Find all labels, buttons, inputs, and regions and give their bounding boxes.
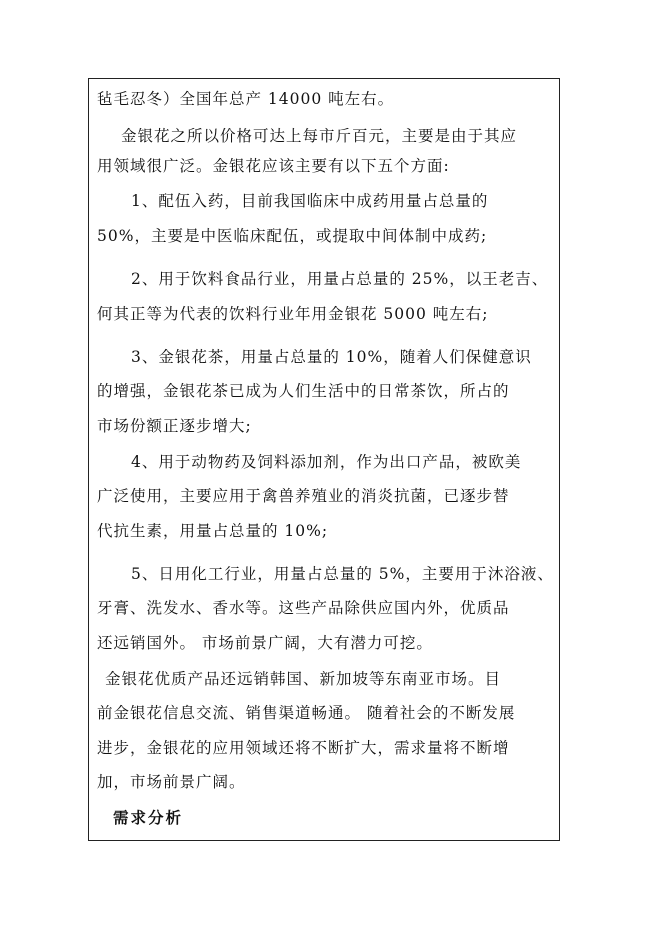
text-line: 毡毛忍冬）全国年总产 14000 吨左右。	[97, 90, 395, 108]
text-line: 还远销国外。 市场前景广阔，大有潜力可挖。	[97, 634, 433, 652]
text-line: 加，市场前景广阔。	[97, 773, 246, 791]
text-line: 代抗生素，用量占总量的 10%;	[97, 522, 329, 540]
text-line: 1、配伍入药，目前我国临床中成药用量占总量的	[131, 192, 489, 210]
text-line: 用领域很广泛。金银花应该主要有以下五个方面:	[97, 157, 450, 175]
text-line: 金银花优质产品还远销韩国、新加坡等东南亚市场。目	[105, 670, 502, 688]
text-line: 市场份额正逐步增大;	[97, 417, 252, 435]
text-line: 2、用于饮料食品行业，用量占总量的 25%，以王老吉、	[131, 270, 549, 288]
content-box	[88, 78, 560, 841]
text-line: 广泛使用，主要应用于禽兽养殖业的消炎抗菌，已逐步替	[97, 487, 510, 505]
text-line: 金银花之所以价格可达上每市斤百元，主要是由于其应	[121, 127, 518, 145]
text-line: 50%，主要是中医临床配伍，或提取中间体制中成药;	[97, 227, 488, 245]
text-line: 进步，金银花的应用领域还将不断扩大，需求量将不断增	[97, 739, 510, 757]
text-line: 何其正等为代表的饮料行业年用金银花 5000 吨左右;	[97, 305, 489, 323]
text-line: 牙膏、洗发水、香水等。这些产品除供应国内外，优质品	[97, 599, 510, 617]
text-line: 前金银花信息交流、销售渠道畅通。 随着社会的不断发展	[97, 704, 516, 722]
text-line: 3、金银花茶，用量占总量的 10%，随着人们保健意识	[131, 348, 532, 366]
section-heading: 需求分析	[113, 809, 184, 827]
text-line: 4、用于动物药及饲料添加剂，作为出口产品，被欧美	[131, 453, 522, 471]
text-line: 的增强，金银花茶已成为人们生活中的日常茶饮，所占的	[97, 382, 510, 400]
text-line: 5、日用化工行业，用量占总量的 5%，主要用于沐浴液、	[131, 565, 554, 583]
